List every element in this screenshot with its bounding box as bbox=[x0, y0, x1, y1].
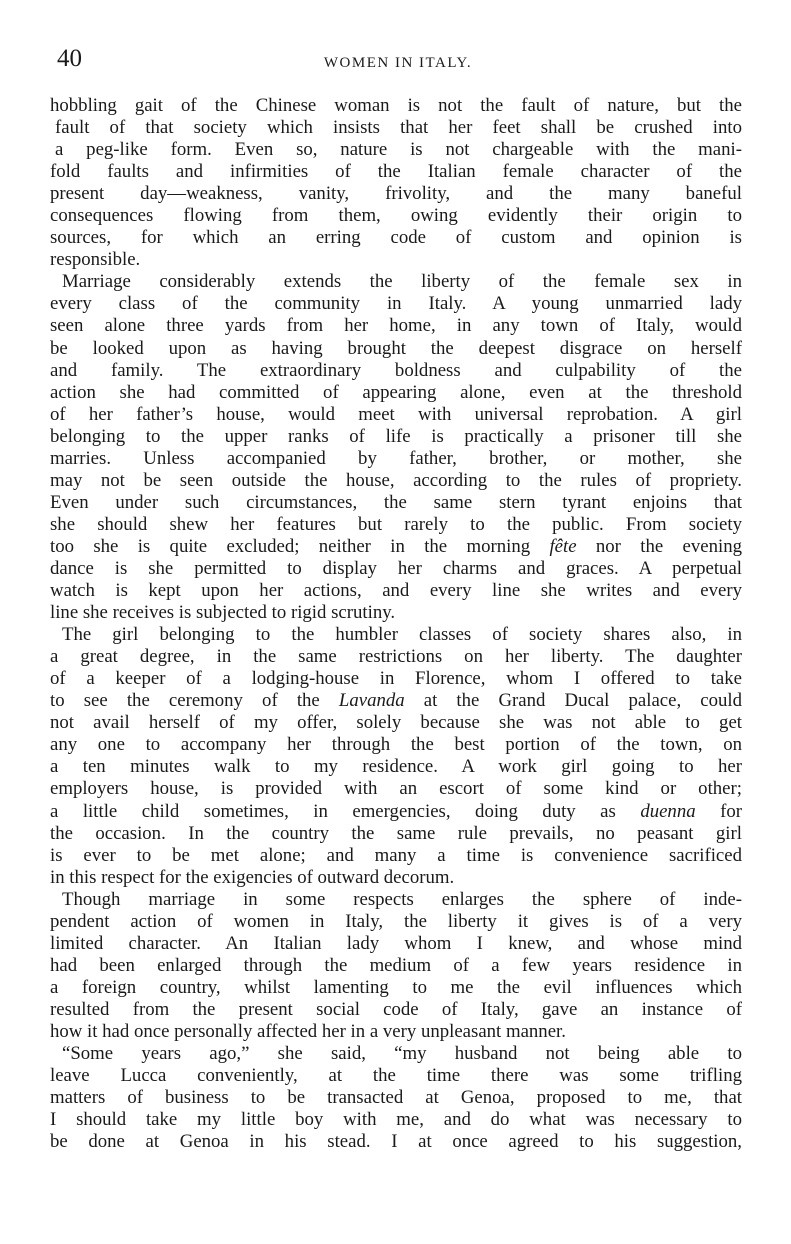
text-line: Even under such circumstances, the same stern tyrant enjoins that bbox=[50, 491, 742, 513]
paragraph-first-line: Though marriage in some respects enlarges the sphere of inde- bbox=[62, 888, 742, 910]
text-line: marries. Unless accompanied by father, brother, or mother, she bbox=[50, 447, 742, 469]
text-line: action she had committed of appearing alone, even at the threshold bbox=[50, 381, 742, 403]
text-line: employers house, is provided with an escort of some kind or other; bbox=[50, 778, 742, 800]
text-line: not avail herself of my offer, solely because she was not able to get bbox=[50, 712, 742, 734]
italic-word: Lavanda bbox=[338, 690, 405, 712]
text-line: seen alone three yards from her home, in any town of Italy, would bbox=[50, 315, 742, 337]
text-line: dance is she permitted to display her charms and graces. A perpetual bbox=[50, 557, 742, 579]
text-line: may not be seen outside the house, according to the rules of propriety. bbox=[50, 469, 742, 491]
text-line: and family. The extraordinary boldness and culpability of the bbox=[50, 359, 742, 381]
text-line: of her father’s house, would meet with universal reprobation. A girl bbox=[50, 403, 742, 425]
text-line: hobbling gait of the Chinese woman is not the fault of nature, but the bbox=[50, 95, 742, 116]
text-line: belonging to the upper ranks of life is practically a prisoner till she bbox=[50, 425, 742, 447]
text-line: I should take my little boy with me, and do what was necessary to bbox=[50, 1109, 742, 1131]
text-line: the occasion. In the country the same rule prevails, no peasant girl bbox=[50, 822, 742, 844]
text-line: consequences flowing from them, owing evidently their origin to bbox=[50, 205, 742, 227]
fete-line-text: too she is quite excluded; neither in the morning fête nor the evening bbox=[50, 535, 742, 557]
text-line: fold faults and infirmities of the Italian female character of the bbox=[50, 161, 742, 183]
text-line: resulted from the present social code of Italy, gave an instance of bbox=[50, 998, 742, 1020]
text-line: line she receives is subjected to rigid scrutiny. bbox=[50, 602, 396, 624]
running-head: WOMEN IN ITALY. bbox=[323, 55, 473, 71]
text-line: fault of that society which insists that her feet shall be crushed into bbox=[55, 117, 742, 139]
text-line: be looked upon as having brought the deepest disgrace on herself bbox=[50, 337, 742, 359]
text-line: pendent action of women in Italy, the liberty it gives is of a very bbox=[50, 910, 742, 932]
paragraph-first-line: “Some years ago,” she said, “my husband not being able to bbox=[62, 1043, 742, 1065]
page-number: 40 bbox=[57, 45, 82, 72]
text-line: a peg-like form. Even so, nature is not chargeable with the mani- bbox=[55, 139, 742, 161]
text-line: leave Lucca conveniently, at the time there was some trifling bbox=[50, 1065, 742, 1087]
text-line: to see the ceremony of the Lavanda at the Grand Ducal palace, could bbox=[50, 690, 742, 712]
text-line: limited character. An Italian lady whom I knew, and whose mind bbox=[50, 932, 742, 954]
text-line: present day—weakness, vanity, frivolity, and the many baneful bbox=[50, 183, 742, 205]
page-header bbox=[57, 44, 739, 76]
text-line: be done at Genoa in his stead. I at once agreed to his suggestion, bbox=[50, 1131, 742, 1153]
text-line: sources, for which an erring code of custom and opinion is bbox=[50, 227, 742, 249]
text-line: a foreign country, whilst lamenting to me the evil influences which bbox=[50, 976, 742, 998]
text-line: responsible. bbox=[50, 249, 141, 271]
text-line: watch is kept upon her actions, and every line she writes and every bbox=[50, 580, 742, 602]
text-line: in this respect for the exigencies of outward decorum. bbox=[50, 866, 455, 888]
text-line: every class of the community in Italy. A young unmarried lady bbox=[50, 293, 742, 315]
text-line: matters of business to be transacted at Genoa, proposed to me, that bbox=[50, 1087, 742, 1109]
text-line-with-italic bbox=[50, 536, 742, 558]
italic-word: fête bbox=[549, 535, 577, 557]
text-line: had been enlarged through the medium of a few years residence in bbox=[50, 954, 742, 976]
text-line: is ever to be met alone; and many a time is convenience sacrificed bbox=[50, 844, 742, 866]
text-line: how it had once personally affected her in a very unpleasant manner. bbox=[50, 1020, 566, 1042]
body-text bbox=[50, 95, 742, 1153]
italic-word: duenna bbox=[640, 800, 696, 822]
paragraph-first-line: The girl belonging to the humbler classes of society shares also, in bbox=[62, 624, 742, 646]
text-line: she should shew her features but rarely to the public. From society bbox=[50, 513, 742, 535]
text-line: of a keeper of a lodging-house in Florence, whom I offered to take bbox=[50, 668, 742, 690]
paragraph-first-line: Marriage considerably extends the liberty of the female sex in bbox=[62, 271, 742, 293]
text-line: a great degree, in the same restrictions on her liberty. The daughter bbox=[50, 646, 742, 668]
text-line: a ten minutes walk to my residence. A work girl going to her bbox=[50, 756, 742, 778]
text-line: a little child sometimes, in emergencies, doing duty as duenna for bbox=[50, 800, 742, 822]
text-line: any one to accompany her through the best portion of the town, on bbox=[50, 734, 742, 756]
